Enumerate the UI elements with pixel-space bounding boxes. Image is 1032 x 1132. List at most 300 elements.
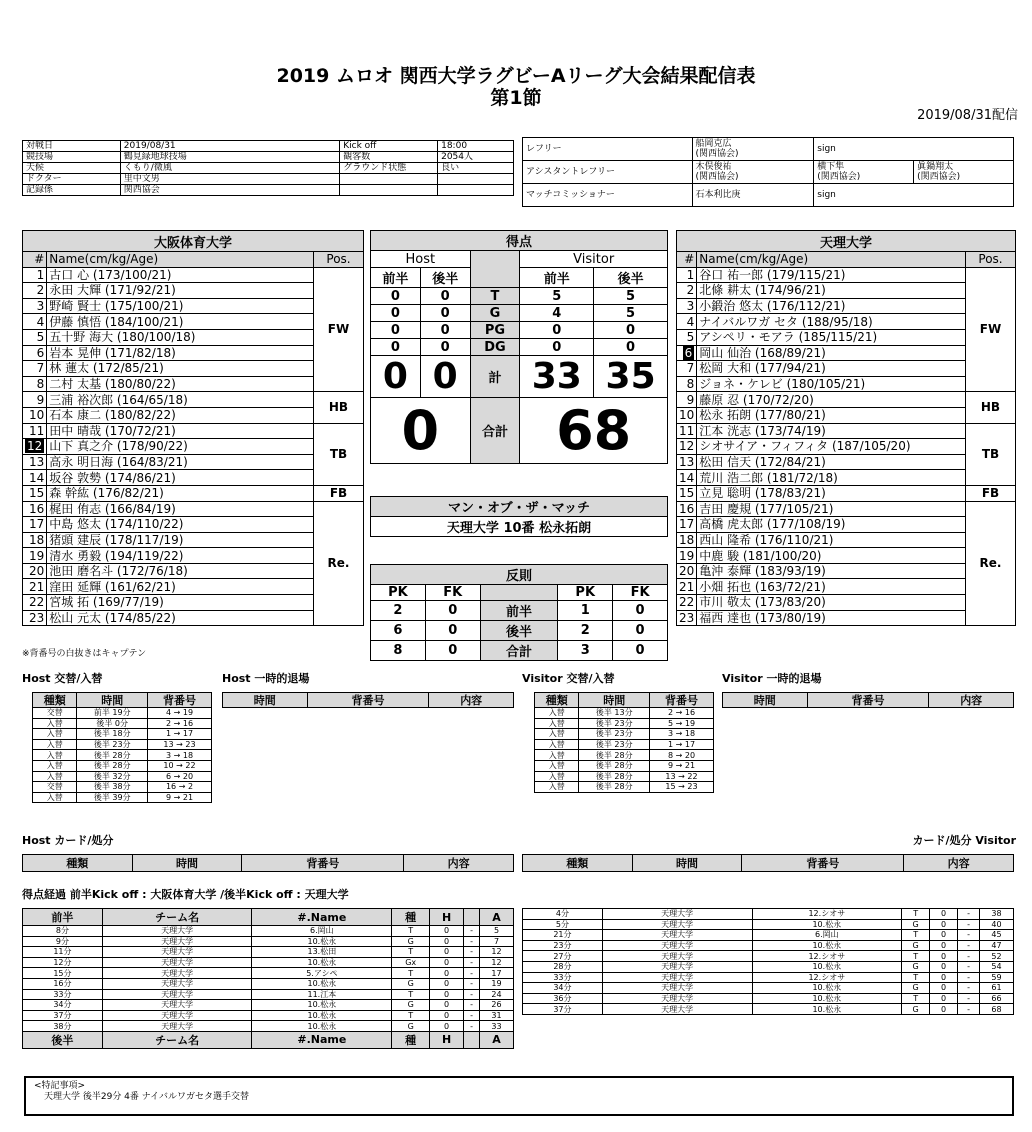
player-name: 北條 耕太 (174/96/21) <box>697 283 966 299</box>
cell: 27分 <box>523 951 603 962</box>
foul-cell: 2 <box>371 601 426 621</box>
player-number-text: 4 <box>686 314 695 329</box>
cell: G <box>392 1000 430 1011</box>
cell: 7 <box>480 936 514 947</box>
cell: 37分 <box>523 1004 603 1015</box>
table-row <box>523 972 1014 983</box>
score-row <box>371 339 668 356</box>
page-title: 2019 ムロオ 関西大学ラグビーAリーグ大会結果配信表 <box>276 65 756 87</box>
cell: 天理大学 <box>602 951 752 962</box>
cell: 後半 23分 <box>579 739 650 750</box>
player-number <box>23 361 47 377</box>
player-row <box>23 610 364 626</box>
player-row <box>677 267 1016 283</box>
header-cell: 時間 <box>132 855 242 872</box>
cell: 54 <box>980 961 1014 972</box>
vis-h1-total: 33 <box>520 356 594 398</box>
table-row <box>523 983 1014 994</box>
cell: 天理大学 <box>602 972 752 983</box>
score-cell: G <box>470 305 520 322</box>
foul-cell: 後半 <box>480 621 558 641</box>
info-row <box>23 163 514 174</box>
table-row <box>33 760 212 771</box>
player-name: 福西 達也 (173/80/19) <box>697 610 966 626</box>
away-team-table <box>676 230 1016 626</box>
visitor-label: Visitor <box>520 251 668 268</box>
player-name: 岡山 仙治 (168/89/21) <box>697 345 966 361</box>
cell: 45 <box>980 930 1014 941</box>
cell: 12.シオサ <box>752 972 902 983</box>
cell: 入替 <box>535 782 579 793</box>
cell: 15 → 23 <box>650 782 714 793</box>
cell: 6.岡山 <box>252 926 392 937</box>
cell: T <box>392 926 430 937</box>
foul-title: 反則 <box>371 565 668 585</box>
player-row <box>23 595 364 611</box>
cell: 天理大学 <box>102 1010 252 1021</box>
player-row <box>677 376 1016 392</box>
cell: 後半 28分 <box>579 750 650 761</box>
player-row <box>677 485 1016 501</box>
foul-cell: 合計 <box>480 641 558 661</box>
cell: 天理大学 <box>102 1000 252 1011</box>
away-team-name: 天理大学 <box>677 231 1016 252</box>
cell: 天理大学 <box>102 936 252 947</box>
cell: - <box>958 993 980 1004</box>
cell: - <box>464 1021 480 1032</box>
table-row <box>23 968 514 979</box>
player-name: 荒川 浩二郎 (181/72/18) <box>697 470 966 486</box>
player-row <box>23 376 364 392</box>
player-row <box>677 579 1016 595</box>
player-number-text: 1 <box>686 267 695 282</box>
cell: 10.松永 <box>752 961 902 972</box>
score-cell: 0 <box>594 339 668 356</box>
player-row <box>23 470 364 486</box>
player-name: 猪頭 建辰 (178/117/19) <box>47 532 314 548</box>
cell: 入替 <box>535 718 579 729</box>
player-name: 森 幹紘 (176/82/21) <box>47 485 314 501</box>
header-cell: 種類 <box>33 693 77 708</box>
cell: 34分 <box>523 983 603 994</box>
cell: 0 <box>430 978 464 989</box>
cell: 16分 <box>23 978 103 989</box>
info-cell <box>340 185 438 196</box>
cell: 0 <box>430 926 464 937</box>
cell: 10.松永 <box>752 983 902 994</box>
player-row <box>23 298 364 314</box>
cell: 11.江本 <box>252 989 392 1000</box>
score-cell: 0 <box>520 322 594 339</box>
score-cell: 0 <box>594 322 668 339</box>
host-h2-total: 0 <box>420 356 470 398</box>
player-number <box>23 563 47 579</box>
player-number-text: 23 <box>29 610 45 625</box>
host-subs-table <box>32 692 212 803</box>
cell: - <box>464 957 480 968</box>
notes-title: <特記事項> <box>34 1081 86 1091</box>
notes-body: 天理大学 後半29分 4番 ナイバルワガセタ選手交替 <box>44 1092 249 1102</box>
cell: 52 <box>980 951 1014 962</box>
table-row <box>23 947 514 958</box>
host-h1-total: 0 <box>371 356 421 398</box>
score-cell: 5 <box>594 305 668 322</box>
player-name: 谷口 祐一郎 (179/115/21) <box>697 267 966 283</box>
cell: 10.松永 <box>252 1010 392 1021</box>
header-cell: 時間 <box>723 693 808 708</box>
player-row <box>23 439 364 455</box>
player-row <box>23 454 364 470</box>
cell: 後半 28分 <box>579 771 650 782</box>
table-row <box>33 739 212 750</box>
score-cell: 5 <box>594 288 668 305</box>
cell: 交替 <box>33 782 77 793</box>
cell: 0 <box>430 957 464 968</box>
header-cell: チーム名 <box>102 1031 252 1048</box>
cell: 36分 <box>523 993 603 1004</box>
score-cell: 0 <box>420 288 470 305</box>
player-number <box>23 501 47 517</box>
player-name: ジョネ・ケレビ (180/105/21) <box>697 376 966 392</box>
player-number <box>23 470 47 486</box>
player-number <box>23 345 47 361</box>
vis-grand-total: 68 <box>520 398 668 464</box>
player-number-text: 23 <box>679 610 695 625</box>
cell: 59 <box>980 972 1014 983</box>
player-name: 五十野 海大 (180/100/18) <box>47 329 314 345</box>
ar3-name: 眞鍋翔太 (関西協会) <box>914 161 1014 184</box>
cell: 後半 28分 <box>579 782 650 793</box>
player-number <box>677 454 697 470</box>
position-label: FW <box>314 267 364 392</box>
ar-label: アシスタントレフリー <box>523 161 693 184</box>
header-cell: 背番号 <box>650 693 714 708</box>
cell: 10 → 22 <box>148 760 212 771</box>
player-number <box>677 376 697 392</box>
cell: 後半 0分 <box>77 718 148 729</box>
player-number <box>23 485 47 501</box>
cell: T <box>392 1010 430 1021</box>
header-cell: 種類 <box>535 693 579 708</box>
cell: 8 → 20 <box>650 750 714 761</box>
player-number <box>677 532 697 548</box>
player-name: 松岡 大和 (177/94/21) <box>697 361 966 377</box>
cell: 9 → 21 <box>148 792 212 803</box>
info-cell: 関西協会 <box>120 185 339 196</box>
cell: 後半 18分 <box>77 729 148 740</box>
position-label: TB <box>314 423 364 485</box>
vis-fk-label: FK <box>613 585 668 601</box>
cell: - <box>464 926 480 937</box>
player-row <box>23 563 364 579</box>
cell: 4分 <box>523 909 603 920</box>
foul-cell: 0 <box>425 601 480 621</box>
cell: 交替 <box>33 708 77 719</box>
position-label: TB <box>966 423 1016 485</box>
cell: 9分 <box>23 936 103 947</box>
player-row <box>23 532 364 548</box>
cell: - <box>958 983 980 994</box>
player-number <box>677 267 697 283</box>
col-pos: Pos. <box>966 252 1016 268</box>
mc-sign: sign <box>814 184 1014 207</box>
table-row <box>523 919 1014 930</box>
col-num: # <box>677 252 697 268</box>
info-cell: 鶴見緑地球技場 <box>120 152 339 163</box>
table-row <box>33 718 212 729</box>
player-row <box>23 267 364 283</box>
player-number <box>23 283 47 299</box>
cell: 66 <box>980 993 1014 1004</box>
player-number-text: 16 <box>29 501 45 516</box>
player-number-text: 3 <box>686 299 695 314</box>
table-row <box>23 936 514 947</box>
player-number-text: 18 <box>29 532 45 547</box>
position-label: FB <box>314 485 364 501</box>
player-number <box>677 392 697 408</box>
host-temp-table <box>222 692 514 708</box>
cell: 17 <box>480 968 514 979</box>
table-row <box>33 750 212 761</box>
table-row <box>23 989 514 1000</box>
player-name: アシペリ・モアラ (185/115/21) <box>697 329 966 345</box>
cell: 10.松永 <box>252 1000 392 1011</box>
table-row <box>23 1000 514 1011</box>
player-name: 宮城 拓 (169/77/19) <box>47 595 314 611</box>
position-label: FB <box>966 485 1016 501</box>
header-cell: #.Name <box>252 909 392 926</box>
player-number <box>677 314 697 330</box>
info-row <box>23 152 514 163</box>
cell: 天理大学 <box>602 940 752 951</box>
player-number <box>23 329 47 345</box>
cell: T <box>902 972 930 983</box>
player-number <box>677 423 697 439</box>
cell: 61 <box>980 983 1014 994</box>
table-row <box>523 993 1014 1004</box>
cell: 0 <box>930 909 958 920</box>
cell: 38 <box>980 909 1014 920</box>
player-number-text: 2 <box>686 283 695 298</box>
vis-card-title: カード/処分 Visitor <box>912 834 1016 847</box>
cell: 5 → 19 <box>650 718 714 729</box>
referee-name: 船岡克広 (関西協会) <box>692 138 814 161</box>
info-cell: グラウンド状態 <box>340 163 438 174</box>
position-label: Re. <box>314 501 364 626</box>
host-pk-label: PK <box>371 585 426 601</box>
table-row <box>535 760 714 771</box>
player-row <box>23 423 364 439</box>
cell: - <box>464 1000 480 1011</box>
host-grand-total: 0 <box>371 398 471 464</box>
info-row <box>23 174 514 185</box>
player-row <box>677 610 1016 626</box>
cell: 12分 <box>23 957 103 968</box>
cell: - <box>958 951 980 962</box>
score-cell: 0 <box>371 305 421 322</box>
cell: 34分 <box>23 1000 103 1011</box>
player-name: 野崎 賢士 (175/100/21) <box>47 298 314 314</box>
cell: Gx <box>392 957 430 968</box>
mom-title: マン・オブ・ザ・マッチ <box>371 497 668 517</box>
player-number <box>23 579 47 595</box>
player-number-text: 19 <box>29 548 45 563</box>
score-cell: 0 <box>420 339 470 356</box>
info-cell: 天候 <box>23 163 121 174</box>
player-number-text: 13 <box>29 455 45 470</box>
player-number-text: 18 <box>679 532 695 547</box>
subtotal-label: 計 <box>470 356 520 398</box>
vis-temp-title: Visitor 一時的退場 <box>722 672 822 685</box>
cell: 入替 <box>535 760 579 771</box>
cell: T <box>902 930 930 941</box>
score-cell: 5 <box>520 288 594 305</box>
table-row <box>535 771 714 782</box>
score-cell: 0 <box>520 339 594 356</box>
cell: 1 → 17 <box>650 739 714 750</box>
table-row <box>33 782 212 793</box>
info-row <box>23 185 514 196</box>
table-row <box>23 957 514 968</box>
player-name: 古口 心 (173/100/21) <box>47 267 314 283</box>
player-name: 松田 信天 (172/84/21) <box>697 454 966 470</box>
player-number <box>677 579 697 595</box>
table-row <box>523 961 1014 972</box>
cell: 天理大学 <box>602 961 752 972</box>
player-number <box>677 470 697 486</box>
cell: 天理大学 <box>102 957 252 968</box>
player-number <box>677 345 697 361</box>
player-number-text: 1 <box>36 267 45 282</box>
cell: - <box>958 940 980 951</box>
cell: T <box>902 951 930 962</box>
cell: 入替 <box>535 750 579 761</box>
score-table <box>370 230 668 464</box>
cell: - <box>958 919 980 930</box>
header-cell: H <box>430 909 464 926</box>
player-number <box>677 485 697 501</box>
player-name: シオサイア・フィフィタ (187/105/20) <box>697 439 966 455</box>
cell: 10.松永 <box>752 1004 902 1015</box>
player-number <box>23 439 47 455</box>
player-number <box>677 407 697 423</box>
table-row <box>33 771 212 782</box>
table-row <box>535 718 714 729</box>
match-info-table <box>22 140 514 196</box>
col-num: # <box>23 252 47 268</box>
cell: - <box>958 961 980 972</box>
info-cell: 競技場 <box>23 152 121 163</box>
info-cell <box>438 185 514 196</box>
cell: 後半 38分 <box>77 782 148 793</box>
col-name: Name(cm/kg/Age) <box>697 252 966 268</box>
player-number-text: 8 <box>36 377 45 392</box>
player-name: 吉田 慶規 (177/105/21) <box>697 501 966 517</box>
player-name: 立見 聡明 (178/83/21) <box>697 485 966 501</box>
vis-h2-label: 後半 <box>594 268 668 288</box>
player-row <box>677 407 1016 423</box>
table-row <box>523 951 1014 962</box>
player-name: 二村 太基 (180/80/22) <box>47 376 314 392</box>
cell: 23分 <box>523 940 603 951</box>
player-number-text: 7 <box>686 361 695 376</box>
player-number-text: 6 <box>684 345 693 360</box>
player-number <box>23 595 47 611</box>
cell: 入替 <box>33 729 77 740</box>
cell: - <box>958 972 980 983</box>
cell: 天理大学 <box>102 989 252 1000</box>
cell: 19 <box>480 978 514 989</box>
player-number <box>677 548 697 564</box>
cell: 13 → 23 <box>148 739 212 750</box>
player-row <box>677 470 1016 486</box>
foul-cell: 3 <box>558 641 613 661</box>
player-name: 梶田 侑志 (166/84/19) <box>47 501 314 517</box>
player-number <box>23 610 47 626</box>
referee-table <box>522 137 1014 207</box>
cell: 天理大学 <box>602 930 752 941</box>
player-row <box>677 501 1016 517</box>
player-row <box>677 314 1016 330</box>
player-number <box>677 283 697 299</box>
player-number-text: 22 <box>29 595 45 610</box>
vis-card-table <box>522 854 1014 872</box>
score-cell: T <box>470 288 520 305</box>
player-number-text: 11 <box>29 423 45 438</box>
player-name: 永田 大輝 (171/92/21) <box>47 283 314 299</box>
cell: 後半 28分 <box>579 760 650 771</box>
info-cell: 里中文男 <box>120 174 339 185</box>
cell: 31 <box>480 1010 514 1021</box>
cell: 10.松永 <box>252 978 392 989</box>
score-cell: 0 <box>371 322 421 339</box>
info-row <box>23 141 514 152</box>
cell: - <box>958 1004 980 1015</box>
scoring-first-table <box>22 908 514 1049</box>
host-h1-label: 前半 <box>371 268 421 288</box>
player-name: 岩本 晃伸 (171/82/18) <box>47 345 314 361</box>
player-number-text: 17 <box>679 517 695 532</box>
player-name: 亀沖 泰輝 (183/93/19) <box>697 563 966 579</box>
score-title: 得点 <box>371 231 668 251</box>
cell: 38分 <box>23 1021 103 1032</box>
score-row <box>371 322 668 339</box>
cell: 6 → 20 <box>148 771 212 782</box>
player-number <box>677 329 697 345</box>
table-row <box>535 729 714 740</box>
cell: 11分 <box>23 947 103 958</box>
header-cell: 背番号 <box>148 693 212 708</box>
vis-subs-table <box>534 692 714 793</box>
player-row <box>23 361 364 377</box>
cell: 後半 28分 <box>77 760 148 771</box>
cell: 6.岡山 <box>752 930 902 941</box>
player-number-text: 19 <box>679 548 695 563</box>
foul-row <box>371 641 668 661</box>
position-label: HB <box>314 392 364 423</box>
cell: 16 → 2 <box>148 782 212 793</box>
cell: 2 → 16 <box>650 708 714 719</box>
info-cell: 良い <box>438 163 514 174</box>
player-number <box>23 267 47 283</box>
player-row <box>677 439 1016 455</box>
table-row <box>535 782 714 793</box>
header-cell: 内容 <box>904 855 1014 872</box>
player-row <box>23 329 364 345</box>
header-cell: 時間 <box>77 693 148 708</box>
host-h2-label: 後半 <box>420 268 470 288</box>
player-row <box>23 392 364 408</box>
